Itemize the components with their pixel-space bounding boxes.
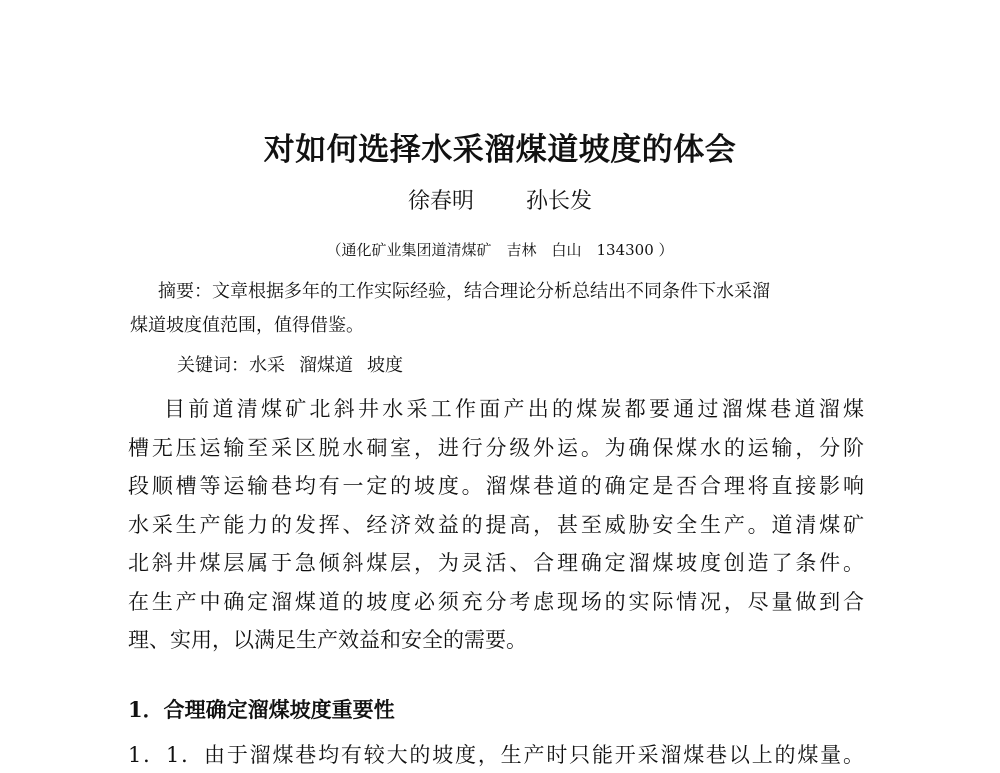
- abstract: [130, 275, 858, 343]
- paper-title: 对如何选择水采溜煤道坡度的体会: [263, 132, 737, 168]
- keywords-label: 关键词：: [177, 355, 249, 376]
- author-list: [0, 186, 1000, 218]
- author-name: 徐春明: [407, 189, 474, 214]
- keyword: 坡度: [367, 355, 403, 376]
- abstract-line: 摘要：文章根据多年的工作实际经验，结合理论分析总结出不同条件下水采溜: [158, 281, 770, 302]
- paragraph-line: 理、实用，以满足生产效益和安全的需要。: [128, 628, 527, 652]
- keyword: 溜煤道: [299, 355, 353, 376]
- keywords: [177, 350, 417, 382]
- paragraph-line: 北斜井煤层属于急倾斜煤层，为灵活、合理确定溜煤坡度创造了条件。: [128, 551, 864, 575]
- paragraph-line: 水采生产能力的发挥、经济效益的提高，甚至威胁安全生产。道清煤矿: [128, 512, 864, 537]
- section-heading: 1．合理确定溜煤坡度重要性: [128, 697, 395, 722]
- keyword: 水采: [249, 355, 285, 376]
- paragraph-line: 在生产中确定溜煤道的坡度必须充分考虑现场的实际情况，尽量做到合: [128, 589, 864, 614]
- abstract-line: 煤道坡度值范围，值得借鉴。: [130, 315, 364, 336]
- body-paragraph: [128, 390, 864, 660]
- paragraph-line: 槽无压运输至采区脱水硐室，进行分级外运。为确保煤水的运输，分阶: [128, 435, 864, 460]
- author-affiliation: （通化矿业集团道清煤矿 吉林 白山 134300 ）: [326, 241, 674, 259]
- paragraph-line: 段顺槽等运输巷均有一定的坡度。溜煤巷道的确定是否合理将直接影响: [128, 474, 864, 498]
- paragraph-line: 目前道清煤矿北斜井水采工作面产出的煤炭都要通过溜煤巷道溜煤: [164, 397, 864, 421]
- author-name: 孙长发: [526, 189, 593, 214]
- section-paragraph-line: 1．1．由于溜煤巷均有较大的坡度，生产时只能开采溜煤巷以上的煤量。: [128, 743, 864, 767]
